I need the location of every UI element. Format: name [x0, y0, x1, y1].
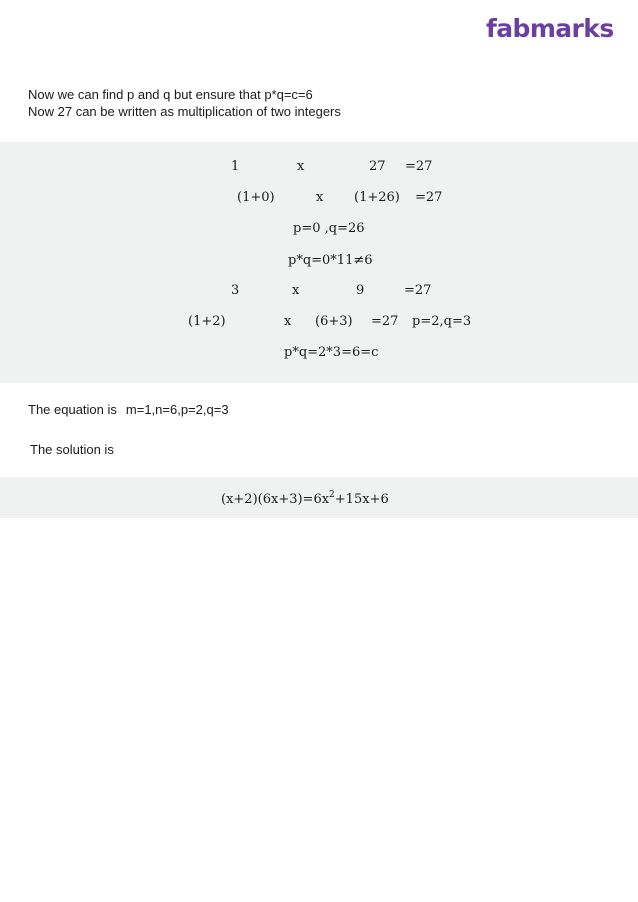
intro-line-1: Now we can find p and q but ensure that p*q=c=6 — [28, 87, 313, 102]
solution-label: The solution is — [30, 442, 114, 457]
equation-values: m=1,n=6,p=2,q=3 — [125, 402, 229, 417]
intro-line-2: Now 27 can be written as multiplication of two integers — [28, 104, 341, 119]
row6-times: x — [284, 314, 292, 329]
fabmarks-logo: fabmarks — [486, 14, 614, 43]
equation-label: The equation is — [28, 402, 117, 417]
row5-factor-a: 3 — [231, 283, 240, 298]
row5-times: x — [292, 283, 300, 298]
row6-product: =27 — [371, 314, 399, 329]
solution-lhs: (x+2)(6x+3)=6x — [221, 492, 330, 507]
row7-pq-check: p*q=2*3=6=c — [284, 345, 379, 360]
row1-factor-b: 27 — [369, 159, 386, 174]
row1-product: =27 — [405, 159, 433, 174]
row6-factor-b: (6+3) — [315, 314, 353, 329]
row4-pq-check: p*q=0*11≠6 — [288, 253, 373, 268]
row1-factor-a: 1 — [231, 159, 240, 174]
row5-product: =27 — [404, 283, 432, 298]
row6-pq-values: p=2,q=3 — [412, 314, 472, 329]
solution-rhs: +15x+6 — [334, 492, 389, 507]
factor-table-band — [0, 142, 638, 383]
equation-line — [28, 402, 229, 418]
row2-product: =27 — [415, 190, 443, 205]
row6-factor-a: (1+2) — [188, 314, 226, 329]
row2-factor-a: (1+0) — [237, 190, 275, 205]
row5-factor-b: 9 — [356, 283, 365, 298]
solution-exponent: 2 — [329, 489, 335, 500]
solution-band — [0, 477, 638, 518]
row2-times: x — [316, 190, 324, 205]
row3-pq-values: p=0 ,q=26 — [293, 221, 365, 236]
solution-expression — [221, 489, 389, 508]
row2-factor-b: (1+26) — [354, 190, 400, 205]
row1-times: x — [297, 159, 305, 174]
